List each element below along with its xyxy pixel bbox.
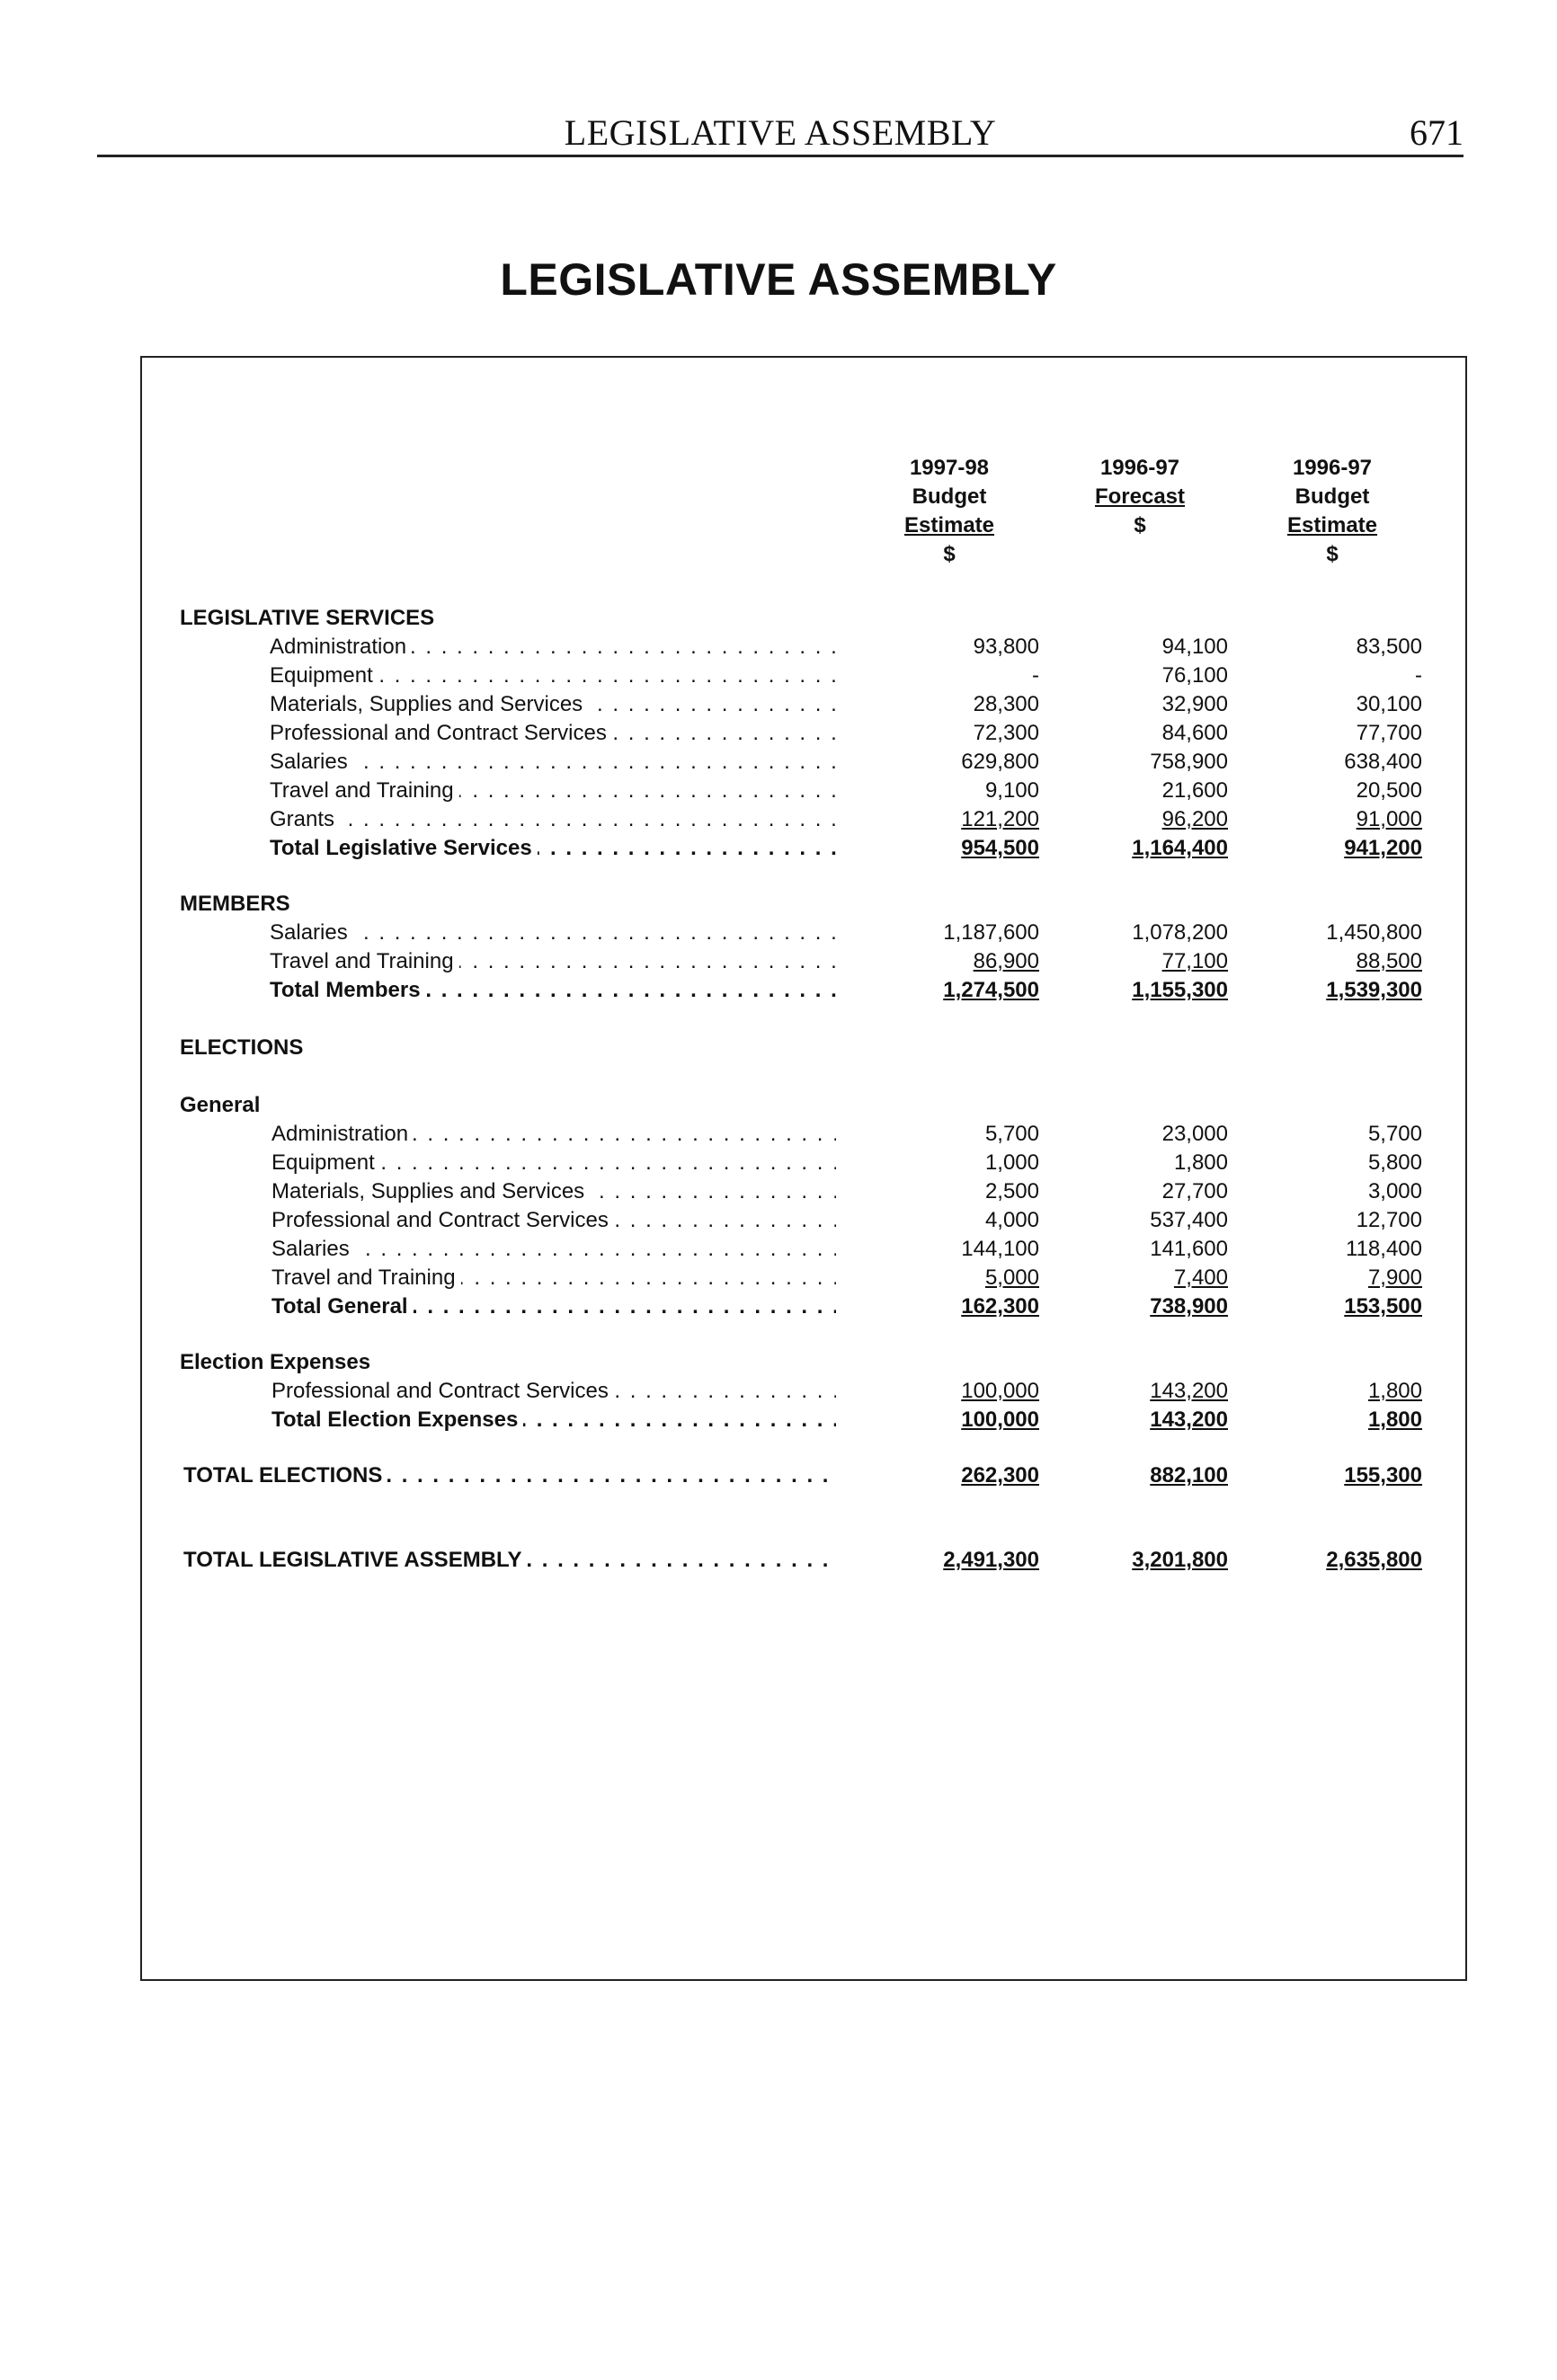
row-label: Salaries . . .	[270, 748, 836, 777]
subsection-heading-row	[0, 1091, 1557, 1120]
value-1996-97-forecast: 143,200	[1150, 1408, 1228, 1432]
row-label: Salaries . . .	[270, 919, 836, 947]
value-1996-97-forecast: 32,900	[1161, 692, 1228, 716]
column-header-unit: $	[943, 542, 956, 566]
row-label: Total Members . . .	[270, 976, 836, 1005]
value-1996-97-estimate: 1,539,300	[1326, 978, 1422, 1002]
row-label: Travel and Training . . .	[270, 947, 836, 976]
total-row	[0, 1461, 1557, 1490]
value-1997-98: 4,000	[984, 1208, 1039, 1232]
value-1996-97-estimate: 12,700	[1356, 1208, 1422, 1232]
value-1996-97-forecast: 7,400	[1173, 1265, 1228, 1290]
value-1996-97-estimate: 2,635,800	[1326, 1548, 1422, 1572]
value-1996-97-forecast: 77,100	[1161, 949, 1228, 973]
page-title: LEGISLATIVE ASSEMBLY	[500, 254, 1057, 305]
row-label: Professional and Contract Services . . .	[271, 1206, 836, 1235]
value-1997-98: 629,800	[961, 750, 1039, 774]
page-number: 671	[1410, 112, 1464, 153]
value-1996-97-forecast: 21,600	[1161, 778, 1228, 803]
value-1996-97-forecast: 1,155,300	[1132, 978, 1228, 1002]
value-1996-97-estimate: 91,000	[1356, 807, 1422, 831]
value-1996-97-forecast: 94,100	[1161, 635, 1228, 659]
table-row	[0, 1206, 1557, 1235]
table-row	[0, 777, 1557, 805]
row-label: Professional and Contract Services . . .	[270, 719, 836, 748]
value-1996-97-forecast: 758,900	[1150, 750, 1228, 774]
subsection-heading: Election Expenses	[180, 1350, 371, 1374]
value-1996-97-forecast: 1,078,200	[1132, 920, 1228, 945]
row-label: Total Legislative Services . . .	[270, 834, 836, 863]
table-row	[0, 719, 1557, 748]
value-1997-98: 121,200	[961, 807, 1039, 831]
value-1997-98: 954,500	[961, 836, 1039, 860]
table-row	[0, 919, 1557, 947]
column-header-line: Estimate	[1286, 513, 1378, 537]
value-1996-97-estimate: 1,800	[1367, 1379, 1422, 1403]
section-heading: LEGISLATIVE SERVICES	[180, 606, 435, 630]
row-label: TOTAL ELECTIONS . . .	[183, 1461, 836, 1490]
table-row	[0, 1120, 1557, 1149]
row-label: Administration . . .	[270, 633, 836, 662]
value-1996-97-estimate: 155,300	[1344, 1463, 1422, 1488]
section-heading-row	[0, 604, 1557, 633]
value-1997-98: 1,274,500	[943, 978, 1039, 1002]
row-label: Materials, Supplies and Services . . .	[271, 1177, 836, 1206]
value-1997-98: 1,000	[984, 1150, 1039, 1175]
subsection-heading: General	[180, 1093, 261, 1117]
value-1997-98: 5,000	[984, 1265, 1039, 1290]
value-1997-98: 28,300	[973, 692, 1039, 716]
value-1997-98: 162,300	[961, 1294, 1039, 1319]
row-label: TOTAL LEGISLATIVE ASSEMBLY . . .	[183, 1546, 836, 1575]
value-1997-98: 100,000	[961, 1379, 1039, 1403]
column-header-line: 1996-97	[1099, 456, 1180, 480]
value-1996-97-estimate: 153,500	[1344, 1294, 1422, 1319]
column-header-line: Forecast	[1094, 484, 1186, 509]
column-header-line: Estimate	[903, 513, 995, 537]
value-1996-97-estimate: 5,700	[1367, 1122, 1422, 1146]
value-1996-97-estimate: 20,500	[1356, 778, 1422, 803]
column-header-line: Budget	[1295, 484, 1370, 509]
value-1997-98: 9,100	[984, 778, 1039, 803]
row-label: Travel and Training . . .	[270, 777, 836, 805]
running-header-title: LEGISLATIVE ASSEMBLY	[564, 112, 997, 153]
table-row	[0, 633, 1557, 662]
section-heading: MEMBERS	[180, 892, 290, 916]
table-row	[0, 1177, 1557, 1206]
column-header-1996-97-estimate	[1233, 454, 1431, 569]
column-header-line: 1997-98	[909, 456, 990, 480]
column-header-1996-97-forecast	[1041, 454, 1239, 540]
value-1996-97-estimate: 3,000	[1367, 1179, 1422, 1203]
value-1996-97-forecast: 27,700	[1161, 1179, 1228, 1203]
value-1996-97-forecast: 143,200	[1150, 1379, 1228, 1403]
value-1996-97-estimate: 1,800	[1367, 1408, 1422, 1432]
value-1997-98: 262,300	[961, 1463, 1039, 1488]
value-1996-97-estimate: 77,700	[1356, 721, 1422, 745]
row-label: Salaries . . .	[271, 1235, 836, 1264]
value-1996-97-estimate: 7,900	[1367, 1265, 1422, 1290]
value-1996-97-forecast: 141,600	[1150, 1237, 1228, 1261]
value-1996-97-estimate: 118,400	[1346, 1237, 1422, 1261]
value-1997-98: 100,000	[961, 1408, 1039, 1432]
running-header	[97, 108, 1464, 157]
value-1996-97-forecast: 96,200	[1161, 807, 1228, 831]
value-1996-97-estimate: 1,450,800	[1326, 920, 1422, 945]
table-row	[0, 1235, 1557, 1264]
subtotal-row	[0, 1292, 1557, 1321]
grand-total-row	[0, 1546, 1557, 1575]
table-row	[0, 1149, 1557, 1177]
subtotal-row	[0, 976, 1557, 1005]
row-label: Grants . . .	[270, 805, 836, 834]
row-label: Equipment . . .	[271, 1149, 836, 1177]
value-1996-97-estimate: 83,500	[1356, 635, 1422, 659]
value-1997-98: 2,500	[984, 1179, 1039, 1203]
row-label: Total General . . .	[271, 1292, 836, 1321]
value-1996-97-forecast: 23,000	[1161, 1122, 1228, 1146]
value-1996-97-forecast: 738,900	[1150, 1294, 1228, 1319]
row-label: Materials, Supplies and Services . . .	[270, 690, 836, 719]
table-row	[0, 1264, 1557, 1292]
column-header-unit: $	[1134, 513, 1146, 537]
value-1996-97-forecast: 537,400	[1150, 1208, 1228, 1232]
table-row	[0, 690, 1557, 719]
column-header-line: Budget	[912, 484, 987, 509]
value-1997-98: -	[1032, 663, 1039, 688]
table-row	[0, 748, 1557, 777]
subsection-heading-row	[0, 1348, 1557, 1377]
column-header-1997-98-estimate	[850, 454, 1048, 569]
row-label: Administration . . .	[271, 1120, 836, 1149]
table-row	[0, 805, 1557, 834]
value-1996-97-forecast: 84,600	[1161, 721, 1228, 745]
section-heading-row	[0, 1034, 1557, 1062]
value-1997-98: 144,100	[961, 1237, 1039, 1261]
table-row	[0, 662, 1557, 690]
table-row	[0, 1377, 1557, 1406]
column-header-unit: $	[1326, 542, 1339, 566]
value-1996-97-estimate: 5,800	[1367, 1150, 1422, 1175]
row-label: Travel and Training . . .	[271, 1264, 836, 1292]
section-heading: ELECTIONS	[180, 1035, 304, 1060]
value-1997-98: 5,700	[984, 1122, 1039, 1146]
subtotal-row	[0, 1406, 1557, 1434]
value-1996-97-forecast: 882,100	[1150, 1463, 1228, 1488]
row-label: Total Election Expenses . . .	[271, 1406, 836, 1434]
value-1997-98: 2,491,300	[943, 1548, 1039, 1572]
value-1996-97-estimate: -	[1415, 663, 1422, 688]
column-header-line: 1996-97	[1292, 456, 1373, 480]
row-label: Professional and Contract Services . . .	[271, 1377, 836, 1406]
value-1996-97-forecast: 1,164,400	[1132, 836, 1228, 860]
section-heading-row	[0, 890, 1557, 919]
table-row	[0, 947, 1557, 976]
value-1997-98: 93,800	[973, 635, 1039, 659]
value-1996-97-forecast: 1,800	[1173, 1150, 1228, 1175]
value-1996-97-estimate: 638,400	[1344, 750, 1422, 774]
value-1996-97-forecast: 3,201,800	[1132, 1548, 1228, 1572]
value-1996-97-forecast: 76,100	[1161, 663, 1228, 688]
value-1997-98: 1,187,600	[943, 920, 1039, 945]
subtotal-row	[0, 834, 1557, 863]
value-1997-98: 72,300	[973, 721, 1039, 745]
value-1996-97-estimate: 30,100	[1356, 692, 1422, 716]
row-label: Equipment . . .	[270, 662, 836, 690]
value-1997-98: 86,900	[973, 949, 1039, 973]
value-1996-97-estimate: 941,200	[1344, 836, 1422, 860]
value-1996-97-estimate: 88,500	[1356, 949, 1422, 973]
